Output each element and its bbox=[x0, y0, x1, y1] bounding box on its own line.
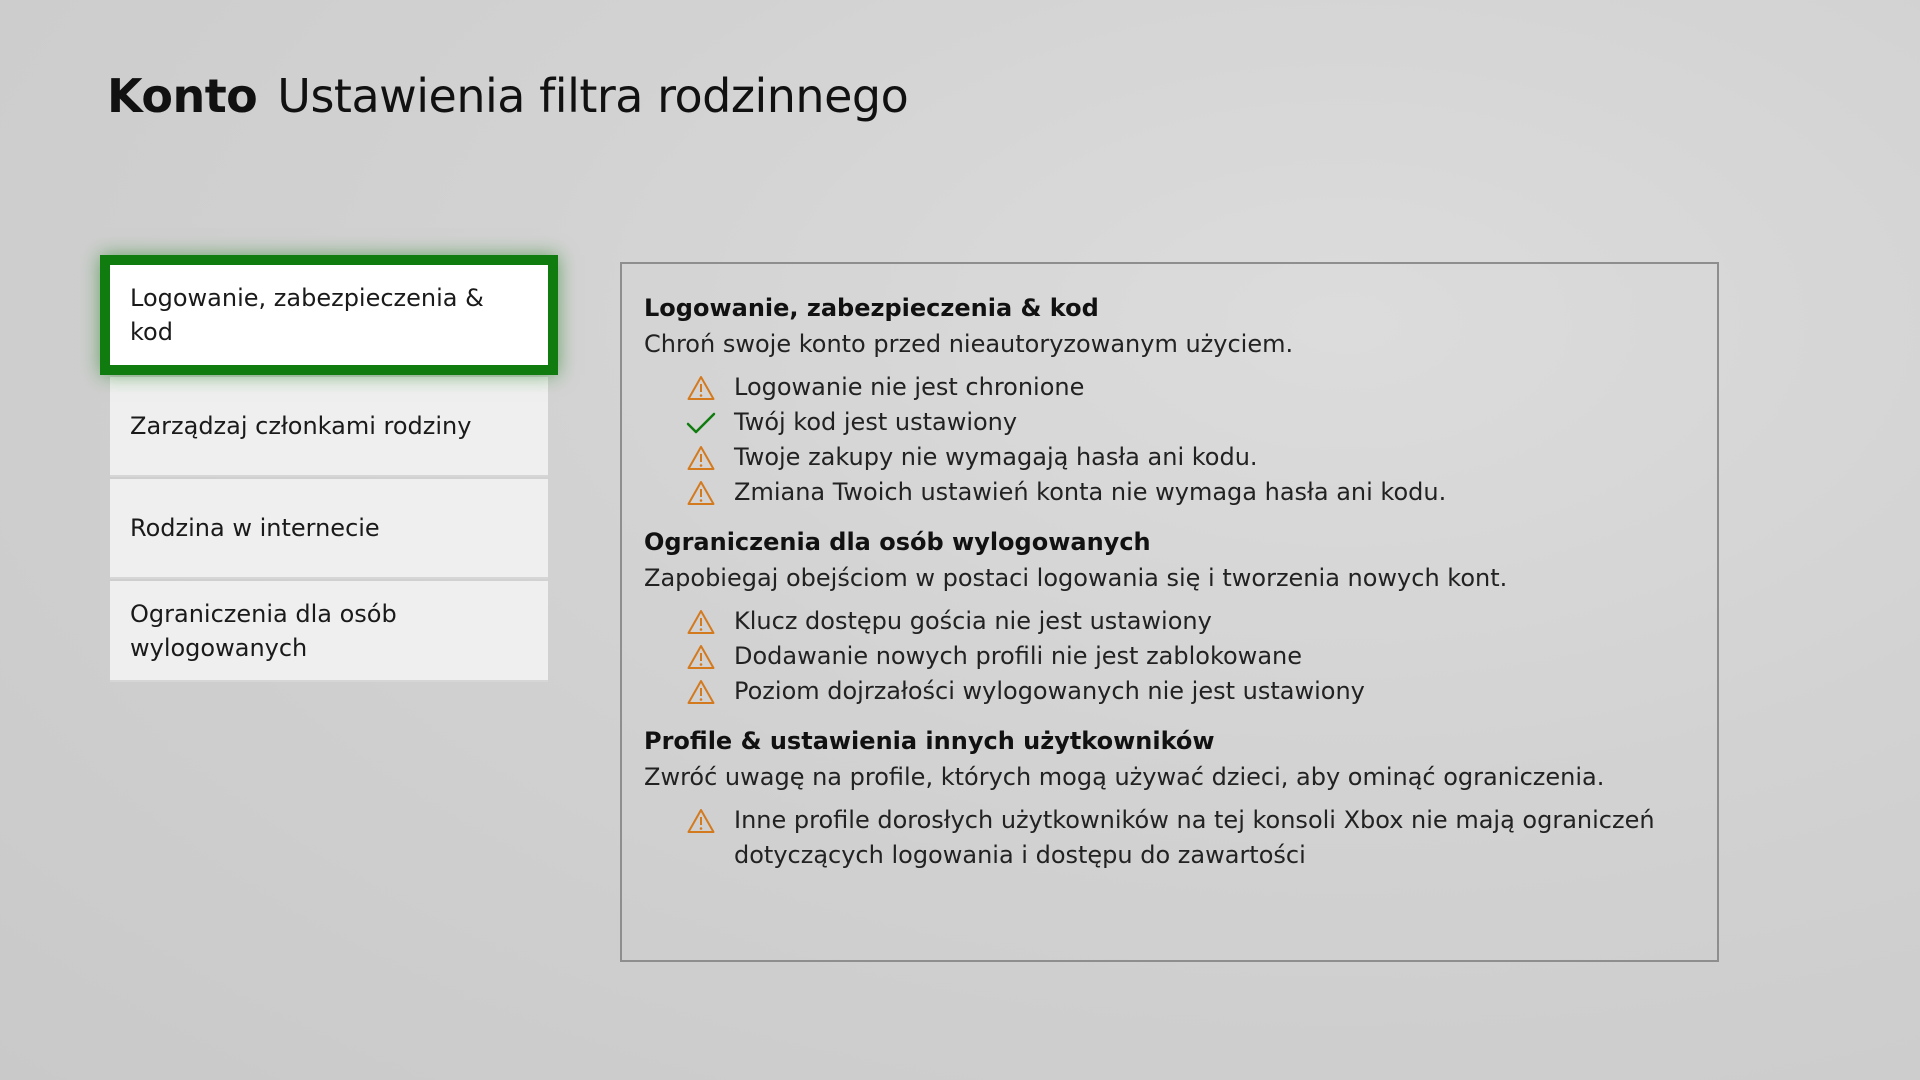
warning-icon bbox=[686, 604, 716, 639]
section-heading: Ograniczenia dla osób wylogowanych bbox=[644, 528, 1151, 556]
page-title: Ustawienia filtra rodzinnego bbox=[277, 69, 909, 123]
status-text: Inne profile dorosłych użytkowników na tej konsoli Xbox nie mają ograniczeń dotyczących logowania i dostępu do zawartości bbox=[734, 806, 1655, 869]
section-description: Zapobiegaj obejściom w postaci logowania się i tworzenia nowych kont. bbox=[644, 564, 1508, 592]
status-item bbox=[686, 440, 1695, 475]
status-item bbox=[686, 405, 1695, 440]
section-signed-out-restrictions bbox=[644, 524, 1695, 709]
warning-icon bbox=[686, 440, 716, 475]
status-text: Twoje zakupy nie wymagają hasła ani kodu. bbox=[734, 443, 1258, 471]
status-text: Dodawanie nowych profili nie jest zablokowane bbox=[734, 642, 1302, 670]
status-item bbox=[686, 475, 1695, 510]
section-sign-in-security bbox=[644, 290, 1695, 510]
section-description: Chroń swoje konto przed nieautoryzowanym użyciem. bbox=[644, 330, 1294, 358]
status-text: Poziom dojrzałości wylogowanych nie jest ustawiony bbox=[734, 677, 1365, 705]
section-other-profiles bbox=[644, 723, 1695, 873]
status-text: Zmiana Twoich ustawień konta nie wymaga hasła ani kodu. bbox=[734, 478, 1447, 506]
checkmark-icon bbox=[686, 405, 716, 440]
warning-icon bbox=[686, 674, 716, 709]
menu-item-label: Zarządzaj członkami rodziny bbox=[130, 412, 472, 440]
warning-icon bbox=[686, 370, 716, 405]
status-item bbox=[686, 674, 1695, 709]
menu-item-sign-in-security-passkey[interactable] bbox=[110, 265, 548, 365]
warning-icon bbox=[686, 639, 716, 674]
menu-item-label: Ograniczenia dla osób wylogowanych bbox=[130, 599, 397, 662]
menu-item-label: Logowanie, zabezpieczenia & kod bbox=[130, 284, 484, 346]
status-item bbox=[686, 604, 1695, 639]
status-text: Klucz dostępu gościa nie jest ustawiony bbox=[734, 607, 1212, 635]
status-text: Twój kod jest ustawiony bbox=[734, 408, 1018, 436]
menu-item-family-online[interactable] bbox=[110, 479, 548, 579]
menu-item-manage-family-members[interactable] bbox=[110, 377, 548, 477]
status-item bbox=[686, 370, 1695, 405]
status-item bbox=[686, 803, 1695, 873]
section-heading: Logowanie, zabezpieczenia & kod bbox=[644, 294, 1099, 322]
warning-icon bbox=[686, 475, 716, 510]
menu-item-label: Rodzina w internecie bbox=[130, 514, 380, 542]
status-list bbox=[644, 370, 1695, 510]
warning-icon bbox=[686, 803, 716, 838]
status-text: Logowanie nie jest chronione bbox=[734, 373, 1085, 401]
settings-menu bbox=[110, 265, 548, 684]
status-item bbox=[686, 639, 1695, 674]
status-list bbox=[644, 604, 1695, 709]
section-heading: Profile & ustawienia innych użytkowników bbox=[644, 727, 1215, 755]
status-list bbox=[644, 803, 1695, 873]
menu-item-signed-out-restrictions[interactable] bbox=[110, 581, 548, 682]
details-panel bbox=[620, 262, 1719, 962]
page-section: Konto bbox=[107, 69, 258, 123]
section-description: Zwróć uwagę na profile, których mogą używać dzieci, aby ominąć ograniczenia. bbox=[644, 763, 1605, 791]
page-header bbox=[107, 66, 908, 126]
